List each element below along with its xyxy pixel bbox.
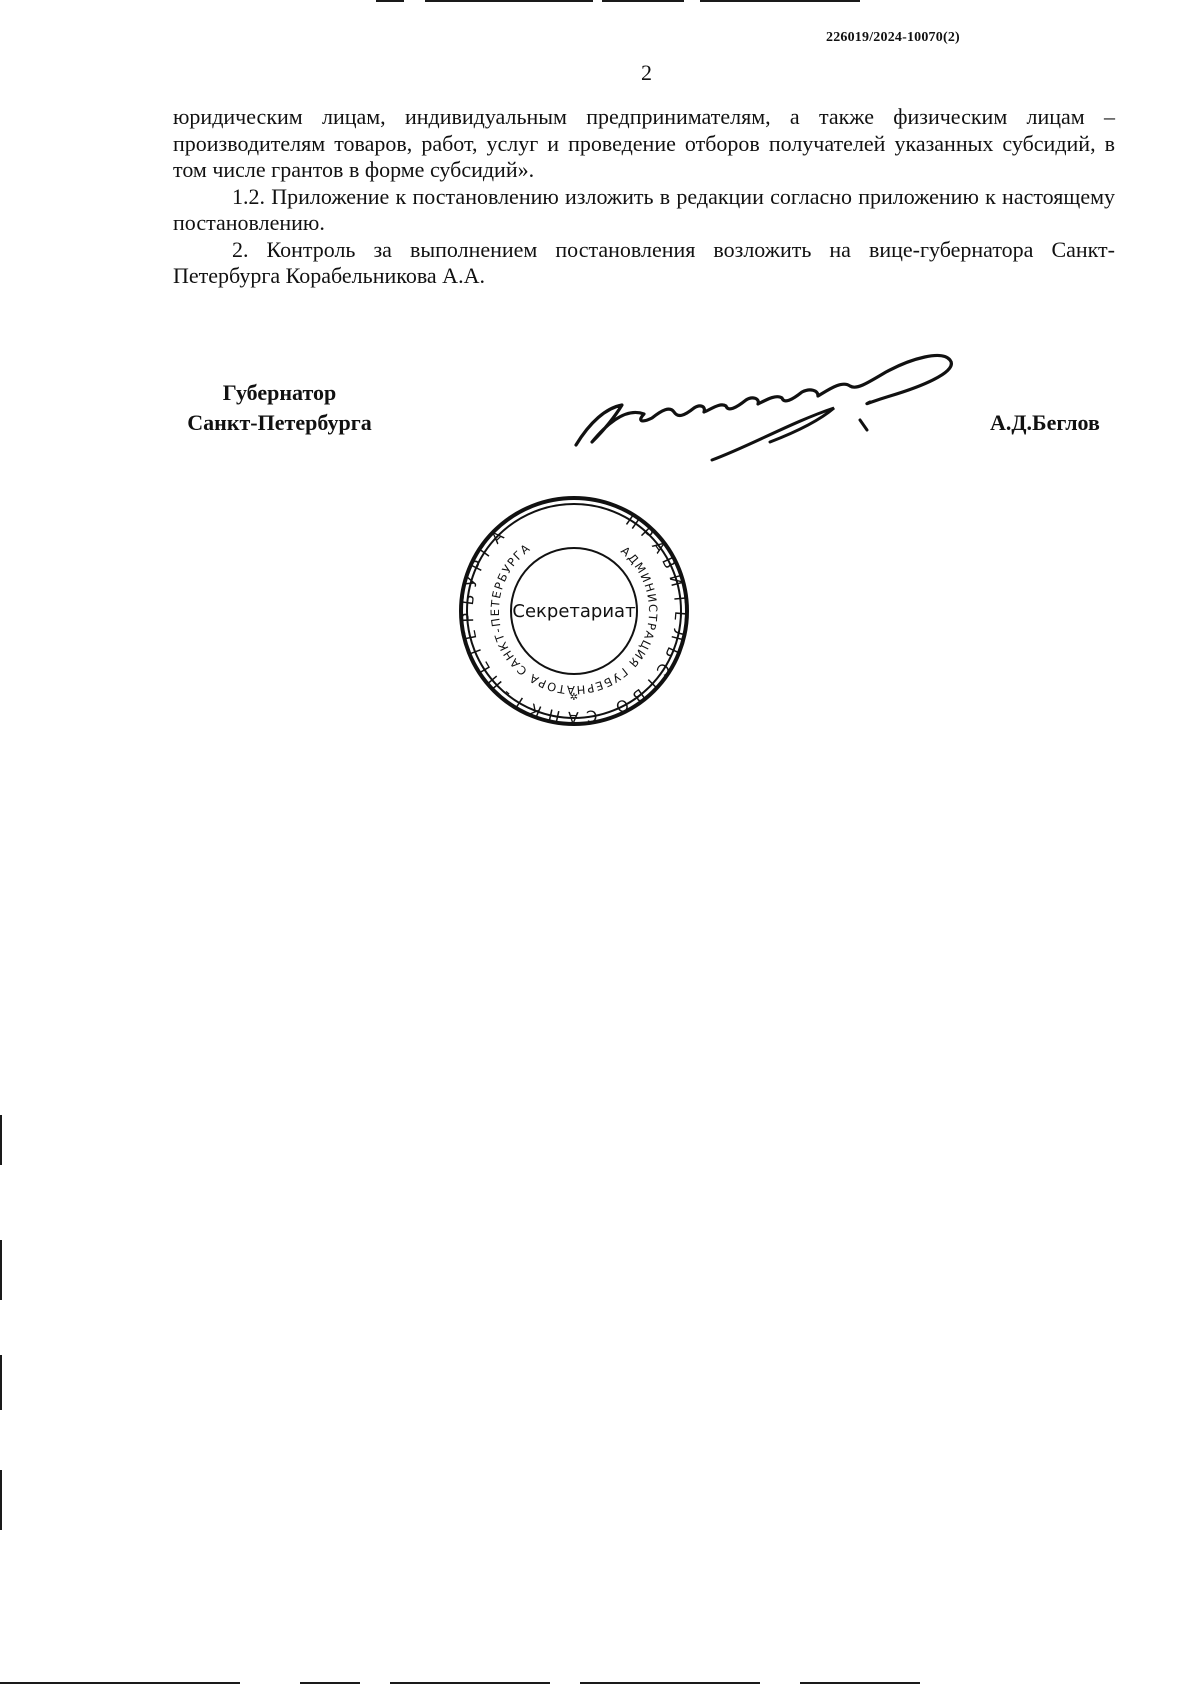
signer-title-line: Губернатор [222, 380, 337, 405]
signer-name: А.Д.Беглов [990, 410, 1100, 435]
stamp-star-icon: ✲ [569, 692, 579, 703]
paragraph-2: 2. Контроль за выполнением постановления возложить на вице-губернатора Санкт-Петербурга Корабельникова А.А. [173, 236, 1115, 288]
paragraph-1-2: 1.2. Приложение к постановлению изложить в редакции согласно приложению к настоящему постановлению. [173, 183, 1115, 235]
scan-edge-line [376, 0, 404, 2]
scan-edge-mark [0, 1355, 2, 1410]
signer-title [173, 378, 386, 438]
paragraph-continuation: юридическим лицам, индивидуальным предпринимателям, а также физическим лицам – производителям товаров, работ, услуг и проведение отборов получателей указанных субсидий, в том числе грантов в форме субсидий». [173, 104, 1115, 182]
scan-edge-line [800, 1682, 920, 1684]
scan-edge-line [602, 0, 684, 2]
scan-edge-mark [0, 1470, 2, 1530]
stamp-inner-text: АДМИНИСТРАЦИЯ ГУБЕРНАТОРА САНКТ-ПЕТЕРБУРГА [487, 540, 661, 698]
official-stamp [458, 495, 690, 727]
scan-edge-mark [0, 1115, 2, 1165]
scan-edge-line [300, 1682, 360, 1684]
signature-stroke [712, 408, 834, 460]
document-body [173, 104, 1115, 290]
scan-edge-line [0, 1682, 240, 1684]
signer-title-line: Санкт-Петербурга [187, 410, 372, 435]
stamp-center-text: Секретариат [512, 601, 636, 622]
handwritten-signature [570, 350, 960, 465]
signature-stroke [860, 420, 867, 430]
scan-edge-line [580, 1682, 760, 1684]
signature-stroke [576, 356, 951, 445]
document-number: 226019/2024-10070(2) [826, 30, 960, 45]
stamp-outer-text: ПРАВИТЕЛЬСТВО САНКТ-ПЕТЕРБУРГА [458, 511, 690, 727]
scan-edge-line [390, 1682, 550, 1684]
page-number: 2 [641, 60, 652, 85]
scan-edge-line [425, 0, 593, 2]
scan-edge-line [700, 0, 860, 2]
scan-edge-mark [0, 1240, 2, 1300]
